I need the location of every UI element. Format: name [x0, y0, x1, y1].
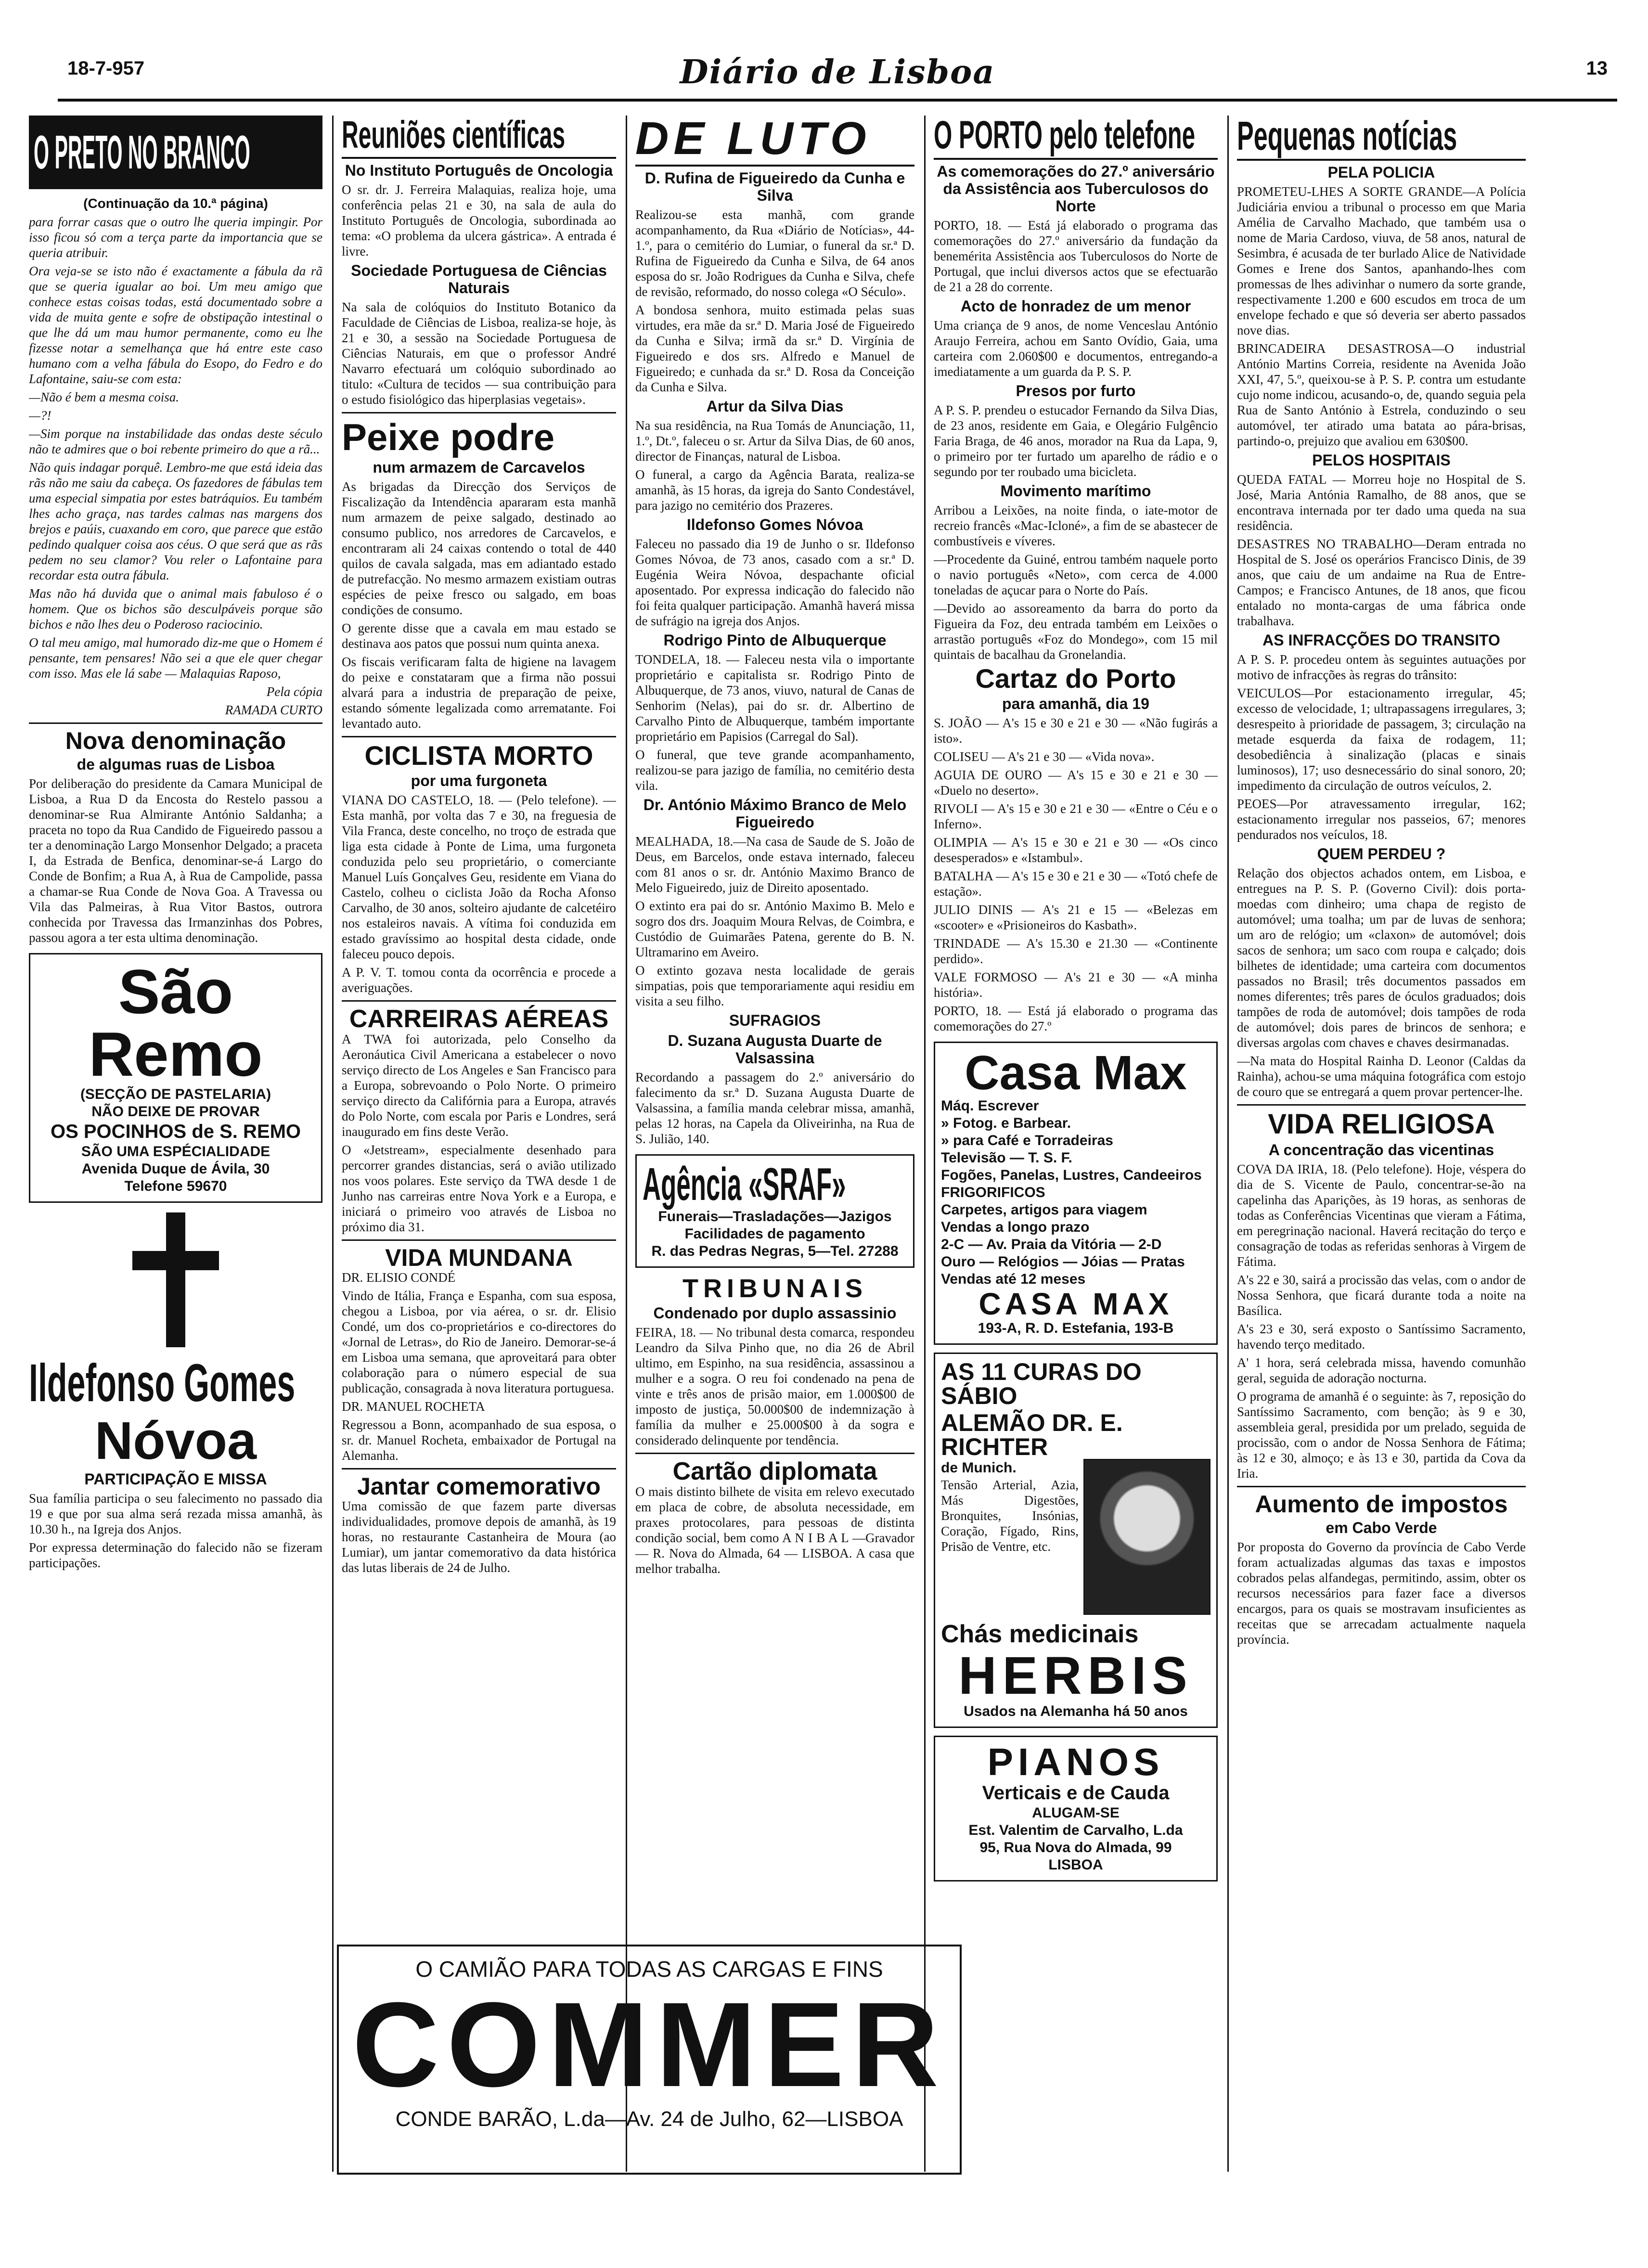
ad-line: OS POCINHOS de S. REMO — [50, 1121, 301, 1142]
casa-max-title-2: CASA MAX — [978, 1287, 1173, 1321]
article-paragraph: Faleceu no passado dia 19 de Junho o sr. Ildefonso Gomes Nóvoa, de 73 anos, casado com a sr.ª D. Eugénia Weira Nóvoa, despachante oficial aposentado. Por expressa indicação do falecido não foi feita qualquer participação. Amanhã haverá missa de sufrágio na igreja dos Anjos. — [635, 537, 914, 628]
pianos-ad — [934, 1736, 1218, 1881]
ad-line: Máq. Escrever — [941, 1098, 1039, 1114]
divider — [342, 412, 616, 413]
cross-icon — [132, 1212, 219, 1347]
article-paragraph: Na sala de colóquios do Instituto Botanico da Faculdade de Ciências de Lisboa, realiza-se hoje, às 21 e 30, a sessão na Sociedade Portuguesa de Ciências Naturais, em que o professor André Navarro efectuará um colóquio subordinado ao titulo: «Cultura de tecidos — sua contribuição para o estudo fisiológico das hiperplasias vegetais». — [342, 300, 616, 407]
ad-line: R. das Pedras Negras, 5—Tel. 27288 — [651, 1243, 899, 1259]
article-paragraph: A bondosa senhora, muito estimada pelas suas virtudes, era mãe da sr.ª D. Maria José de Figueiredo da Cunha e Silva; irmã da sr.ª D. Virgínia de Figueiredo e dos srs. Alfredo e Manuel de Figueiredo; e cunhada da sr.ª D. Rosa da Conceição da Cunha e Silva. — [635, 303, 914, 394]
article-paragraph: Não quis indagar porquê. Lembro-me que está ideia das rãs não me saiu da cabeça. Os fazedores de fábulas tem uma especial simpatia por estes batráquios. Eu também lhes acho graça, nas tardes calmas nas margens dos brejos e paúis, cuaxando em coro, que parece que estão pedindo qualquer coisa aos céus. O que será que as rãs pedem no seu clamor? Vou reler o Lafontaine para recordar esta outra fábula. — [29, 460, 322, 582]
article-paragraph: VIANA DO CASTELO, 18. — (Pelo telefone). — Esta manhã, por volta das 7 e 30, na freguesia de Vila Franca, deste concelho, no troço de estrada que liga esta cidade à Ponte de Lima, uma furgoneta conduzida pelo seu proprietário, o comerciante Manuel Luís Gonçalves Geu, residente em Viana do Castelo, colheu o ciclista João da Rocha Afonso Carvalho, de 30 anos, solteiro ajudante de calcetéiro nos estaleiros navais. A vítima foi conduzida em estado gravíssimo ao hospital desta cidade, onde faleceu pouco depois. — [342, 793, 616, 961]
article-paragraph: MEALHADA, 18.—Na casa de Saude de S. João de Deus, em Barcelos, onde estava internado, faleceu com 81 anos o sr. dr. António Maximo Branco de Melo Figueiredo, juiz de Direito aposentado. — [635, 834, 914, 895]
article-paragraph: Por proposta do Governo da província de Cabo Verde foram actualizadas algumas das taxas e impostos cobrados pelas alfandegas, permitindo, assim, obter os recursos necessários para fazer face a diversos encargos, para os quais se mostravam insuficientes as receitas que se arrecadam actualmente naquela província. — [1237, 1540, 1526, 1647]
cartaz-item: TRINDADE — A's 15.30 e 21.30 — «Continente perdido». — [934, 936, 1218, 966]
article-paragraph: Ora veja-se se isto não é exactamente a fábula da rã que se queria igualar ao boi. Um meu amigo que conhece estas coisas todas, está documentado sobre a vida de muita gente e sofre de obstipação intestinal o que lhe dá um mau humor permanente, como eu lhe fizesse notar a semelhança que há entre este caso humano com a velha fábula do Esopo, do Fedro e do Lafontaine, saiu-se com esta: — [29, 264, 322, 386]
casa-max-ad — [934, 1042, 1218, 1345]
column-5 — [1237, 116, 1526, 2172]
article-paragraph: QUEDA FATAL — Morreu hoje no Hospital de S. José, Maria Antónia Ramalho, de 88 anos, que se encontrava internada por ter dado uma queda na sua residência. — [1237, 472, 1526, 533]
section-subtitle: num armazem de Carcavelos — [373, 459, 585, 476]
section-subtitle: Sociedade Portuguesa de Ciências Naturais — [351, 262, 607, 296]
divider — [1237, 1104, 1526, 1106]
section-subtitle: Artur da Silva Dias — [706, 398, 844, 415]
ad-line: de Munich. — [941, 1460, 1017, 1476]
section-subtitle: No Instituto Português de Oncologia — [345, 162, 613, 179]
masthead — [58, 53, 1617, 96]
ad-line: 2-C — Av. Praia da Vitória — 2-D — [941, 1237, 1162, 1252]
section-subtitle: PELA POLICIA — [1327, 164, 1435, 181]
ad-line: Chás medicinais — [941, 1620, 1139, 1648]
preto-no-branco-banner — [29, 116, 322, 189]
ad-line: ALUGAM-SE — [1032, 1805, 1120, 1821]
article-paragraph: TONDELA, 18. — Faleceu nesta vila o importante proprietário e capitalista sr. Rodrigo Pinto de Albuquerque, de 73 anos, viuvo, natural de Canas de Senhorim (Nelas), pai do sr. dr. Albertino de Carvalho Pinto de Albuquerque, também importante proprietário em Papisios (Carregal do Sal). — [635, 652, 914, 744]
section-subtitle: Dr. António Máximo Branco de Melo Figueiredo — [643, 796, 907, 831]
signature-line: Pela cópia — [266, 684, 322, 699]
section-subtitle: Condenado por duplo assassinio — [653, 1304, 897, 1322]
commer-address: CONDE BARÃO, L.da—Av. 24 de Julho, 62—LISBOA — [395, 2107, 903, 2131]
article-paragraph: para forrar casas que o outro lhe queria impingir. Por isso ficou só com a terça parte da importancia que se queria atribuir. — [29, 215, 322, 260]
ad-line: Fogões, Panelas, Lustres, Candeeiros — [941, 1167, 1202, 1183]
ad-text: Tensão Arterial, Azia, Más Digestões, Bronquites, Insónias, Coração, Fígado, Rins, Prisão de Ventre, etc. — [941, 1478, 1079, 1554]
column-separator — [332, 116, 334, 2172]
section-subtitle: Rodrigo Pinto de Albuquerque — [663, 631, 887, 649]
herbis-headline: ALEMÃO DR. E. RICHTER — [941, 1409, 1123, 1460]
section-subtitle: AS INFRACÇÕES DO TRANSITO — [1262, 631, 1500, 649]
sufragios-title: SUFRAGIOS — [729, 1012, 821, 1029]
divider — [342, 1239, 616, 1241]
obituary-name — [29, 1353, 322, 1413]
vida-mundana-title: VIDA MUNDANA — [385, 1244, 573, 1271]
article-paragraph: O funeral, que teve grande acompanhamento, realizou-se para jazigo de família, no cemitério desta vila. — [635, 747, 914, 793]
headline-text: Reuniões científicas — [342, 116, 566, 156]
article-paragraph: Por deliberação do presidente da Camara Municipal de Lisboa, a Rua D da Encosta do Restelo passou a denominar-se Rua Almirante António Saldanha; a praceta no topo da Rua Candido de Figueiredo passou a ter a denominação Largo Monsenhor Delgado; a praceta I, da Estrada de Benfica, denominar-se-á Largo do Conde de Bonfim; a Rua A, à Rua de Campolide, passa a chamar-se Rua Conde de Nova Goa. A Travessa ou Vila das Palmeiras, à Rua Vitor Bastos, outrora conhecida por Travessa das Irmanzinhas dos Pobres, passou agora a ter esta ultima denominação. — [29, 776, 322, 945]
porto-title — [934, 116, 1218, 160]
article-paragraph: Por expressa determinação do falecido não se fizeram participações. — [29, 1540, 322, 1570]
column-4 — [934, 116, 1218, 2172]
section-subtitle: Ildefonso Gomes Nóvoa — [686, 516, 863, 533]
tribunais-title: TRIBUNAIS — [682, 1274, 867, 1303]
article-paragraph: Na sua residência, na Rua Tomás de Anunciação, 11, 1.º, Dt.º, faleceu o sr. Artur da Silva Dias, de 60 anos, director de Finanças, natural de Lisboa. — [635, 418, 914, 464]
ad-line: Vendas a longo prazo — [941, 1219, 1090, 1235]
section-subtitle: As comemorações do 27.º aniversário da Assistência aos Tuberculosos do Norte — [937, 163, 1215, 215]
ad-line: SÃO UMA ESPÉCIALIDADE — [81, 1144, 270, 1160]
cartaz-item: COLISEU — A's 21 e 30 — «Vida nova». — [934, 749, 1155, 764]
headline-text: O PORTO pelo telefone — [934, 116, 1196, 157]
divider — [635, 1453, 914, 1454]
divider — [342, 1468, 616, 1469]
cartaz-item: AGUIA DE OURO — A's 15 e 30 e 21 e 30 — «Duelo no deserto». — [934, 768, 1218, 798]
ad-line: Vendas até 12 meses — [941, 1271, 1086, 1287]
article-paragraph: PEOES—Por atravessamento irregular, 162; estacionamento irregular nos passeios, 67; menores pendurados nos veículos, 18. — [1237, 797, 1526, 842]
vida-religiosa-title: VIDA RELIGIOSA — [1268, 1108, 1495, 1140]
aumento-title: Aumento de impostos — [1255, 1491, 1508, 1518]
continued-note: (Continuação da 10.ª página) — [83, 196, 268, 211]
article-paragraph: PROMETEU-LHES A SORTE GRANDE—A Polícia Judiciária enviou a tribunal o processo em que Maria Amélia de Carvalho Machado, que também usa o nome de Maria Cardoso, viuva, de 58 anos, natural de Sesimbra, é acusada de ter burlado Alice de Natividade Gomes e Irene dos Santos, apanhando-lhes com promessas de lhes adivinhar o numero da sorte grande, respectivamente 1.200 e 600 escudos em troca de um envelope fechado e que só deveria ser aberto passados nove dias. — [1237, 184, 1526, 337]
cartaz-item: RIVOLI — A's 15 e 30 e 21 e 30 — «Entre o Céu e o Inferno». — [934, 801, 1218, 831]
article-paragraph: O «Jetstream», especialmente desenhado para percorrer grandes distancias, será o avião utilizado nos voos polares. Este serviço da TWA desde 1 de Junho nas carreiras entre Nova York e a Europa, e iniciará o primeiro voo através de Lisboa no próximo dia 31. — [342, 1143, 616, 1234]
article-paragraph: —Na mata do Hospital Rainha D. Leonor (Caldas da Rainha), achou-se uma máquina fotográfica com estojo de couro que se entregará a quem provar pertencer-lhe. — [1237, 1054, 1526, 1099]
article-paragraph: A P. S. P. prendeu o estucador Fernando da Silva Dias, de 23 anos, residente em Gaia, e Olegário Fulgêncio Faria Braga, de 46 anos, morador na Rua da Lapa, 9, o primeiro por ter furtado um aparelho de rádio e o segundo por ter roubado uma bicicleta. — [934, 403, 1218, 479]
column-2 — [342, 116, 616, 2172]
article-paragraph: O gerente disse que a cavala em mau estado se destinava aos patos que possui num quinta anexa. — [342, 621, 616, 651]
cartaz-title: Cartaz do Porto — [975, 663, 1176, 694]
de-luto-title: DE LUTO — [635, 116, 914, 167]
ad-line: Televisão — T. S. F. — [941, 1150, 1072, 1166]
article-paragraph: A P. V. T. tomou conta da ocorrência e procede a averiguações. — [342, 965, 616, 995]
cartaz-item: JULIO DINIS — A's 21 e 15 — «Belezas em «scooter» e «Prisioneiros do Kasbath». — [934, 902, 1218, 932]
commer-ad — [337, 1945, 962, 2175]
pequenas-title — [1237, 116, 1526, 161]
divider — [1237, 1486, 1526, 1487]
article-paragraph: FEIRA, 18. — No tribunal desta comarca, respondeu Leandro da Silva Pinho que, no dia 26 de Abril ultimo, em Espinho, na sua residência, assassinou a mulher e a sogra. O reu foi condenado na pena de vinte e três anos de prisão maior, em 1.000$00 de imposto de justiça, 50.000$00 de indemnização à família da mulher e 25.000$00 à da sogra e considerado delinquente por tendência. — [635, 1325, 914, 1447]
herbis-ad — [934, 1353, 1218, 1728]
herbis-brand: HERBIS — [958, 1646, 1193, 1705]
ciclista-title: CICLISTA MORTO — [364, 740, 593, 771]
section-subtitle: D. Rufina de Figueiredo da Cunha e Silva — [644, 169, 905, 204]
article-paragraph: Relação dos objectos achados ontem, em Lisboa, e entregues na P. S. P. (Governo Civil): dois porta-moedas com dinheiro; uma chapa de registo de automóvel; uma toalha; um par de luvas de senhora; um aro de relógio; um «claxon» de automóvel; dois sacos de senhora; um saco com roupa e calçado; dois bilhetes de identidade; uma carteira com documentos passados no Brasil; três documentos passados em nomes diferentes; três pares de óculos graduados; dois tampões de roda de automóvel; dois tampões de roda de automóvel; dois pares de brincos de senhora; e diversas argolas com chaves e chaves desirmanadas. — [1237, 866, 1526, 1050]
article-paragraph: Arribou a Leixões, na noite finda, o iate-motor de recreio francês «Mac-Icloné», a fim de se abastecer de combustíveis e víveres. — [934, 503, 1218, 548]
ad-line: » Fotog. e Barbear. — [941, 1115, 1071, 1131]
peixe-title: Peixe podre — [342, 416, 555, 458]
section-subtitle: Movimento marítimo — [1000, 482, 1151, 500]
section-subtitle: Acto de honradez de um menor — [960, 297, 1191, 315]
divider — [29, 722, 322, 724]
casa-max-title: Casa Max — [965, 1046, 1187, 1100]
ad-line: Usados na Alemanha há 50 anos — [964, 1703, 1188, 1719]
article-paragraph: Recordando a passagem do 2.º aniversário do falecimento da sr.ª D. Suzana Augusta Duarte de Valsassina, a família manda celebrar missa, amanhã, pelas 12 horas, na Capela da Oliveirinha, na Rua de S. Julião, 140. — [635, 1070, 914, 1146]
section-subtitle: A concentração das vicentinas — [1268, 1141, 1494, 1159]
obituary-subtitle: PARTICIPAÇÃO E MISSA — [84, 1470, 267, 1488]
article-paragraph: Sua família participa o seu falecimento no passado dia 19 e que por sua alma será rezada missa amanhã, às 10.30 h., na Igreja dos Anjos. — [29, 1491, 322, 1536]
nova-denominacao-subtitle: de algumas ruas de Lisboa — [77, 756, 275, 773]
nova-denominacao-title: Nova denominação — [65, 727, 286, 754]
ad-line: Carpetes, artigos para viagem — [941, 1202, 1147, 1218]
section-subtitle: por uma furgoneta — [411, 772, 547, 789]
divider — [342, 736, 616, 737]
divider — [342, 1000, 616, 1002]
headline-text: Pequenas notícias — [1237, 116, 1457, 158]
section-subtitle: Presos por furto — [1016, 382, 1136, 399]
article-paragraph: Uma criança de 9 anos, de nome Venceslau António Araujo Ferreira, achou em Santo Ovídio, Gaia, uma carteira com 2.060$00 e documentos, entregando-a imediatamente a um guarda da P. S. P. — [934, 318, 1218, 379]
ad-line: Funerais—Trasladações—Jazigos — [658, 1209, 892, 1224]
section-subtitle: D. Suzana Augusta Duarte de Valsassina — [668, 1032, 882, 1067]
article-paragraph: A P. S. P. procedeu ontem às seguintes autuações por motivo de infracções às regras do trânsito: — [1237, 652, 1526, 682]
sraf-title — [643, 1161, 907, 1208]
sao-remo-ad — [29, 953, 322, 1203]
section-subtitle: para amanhã, dia 19 — [1002, 695, 1149, 712]
masthead-rule — [58, 99, 1617, 102]
article-paragraph: COVA DA IRIA, 18. (Pelo telefone). Hoje, véspera do dia de S. Vicente de Paulo, concentrar-se-ão na capelinha das Aparições, às 19 horas, as senhoras de todas as Conferências Vicentinas que vieram a Fátima, em peregrinação nacional. Haverá recitação do terço e consagração de todas as referidas senhoras à Virgem de Fátima. — [1237, 1162, 1526, 1269]
article-paragraph: —Não é bem a mesma coisa. — [29, 390, 179, 404]
column-1 — [29, 116, 322, 2172]
article-paragraph: O mais distinto bilhete de visita em relevo executado em placa de cobre, de absoluta necessidade, em praxes protocolares, para pessoas de distinta condição social, bem como A N I B A L —Gravador — R. Nova do Almada, 64 — LISBOA. A casa que melhor trabalha. — [635, 1484, 914, 1576]
ad-line: (SECÇÃO DE PASTELARIA) — [80, 1086, 271, 1102]
jantar-title: Jantar comemorativo — [357, 1473, 601, 1500]
article-paragraph: —?! — [29, 408, 52, 423]
signature-author: RAMADA CURTO — [225, 703, 322, 717]
issue-date: 18-7-957 — [67, 58, 145, 79]
ad-line: » para Café e Torradeiras — [941, 1133, 1113, 1148]
article-paragraph: Regressou a Bonn, acompanhado de sua esposa, o sr. dr. Manuel Rocheta, embaixador de Portugal na Alemanha. — [342, 1418, 616, 1463]
article-paragraph: O extinto gozava nesta localidade de gerais simpatias, pois que temporariamente aqui residiu em visita a seu filho. — [635, 963, 914, 1008]
article-paragraph: O programa de amanhã é o seguinte: às 7, reposição do Santíssimo Sacramento, com benção; às 9 e 30, assembleia geral, presidida por um prelado, seguida de procissão, com o andor de Nossa Senhora de Fátima; às 12 e 30, almoço; e às 13 e 30, partida da Cova da Iria. — [1237, 1389, 1526, 1481]
article-paragraph: PORTO, 18. — Está já elaborado o programa das comemorações do 27.º aniversário da fundação da benemérita Assistência aos Tuberculosos do Norte de Portugal, que inclui diversos actos que se efectuarão de 21 a 28 do corrente. — [934, 218, 1218, 294]
article-paragraph: O extinto era pai do sr. António Maximo B. Melo e sogro dos drs. Joaquim Moura Relvas, de Coimbra, e Custódio de Guimarães Patena, gerente do B. N. Ultramarino em Aveiro. — [635, 899, 914, 959]
article-paragraph: A's 23 e 30, será exposto o Santíssimo Sacramento, havendo terço meditado. — [1237, 1322, 1526, 1352]
article-paragraph: Uma comissão de que fazem parte diversas individualidades, promove depois de amanhã, às 19 horas, no restaurante Castanheira de Moura (ao Lumiar), um jantar comemorativo da data histórica das lutas liberais de 24 de Julho. — [342, 1499, 616, 1575]
commer-tagline: O CAMIÃO PARA TODAS AS CARGAS E FINS — [415, 1957, 883, 1982]
article-paragraph: DESASTRES NO TRABALHO—Deram entrada no Hospital de S. José os operários Francisco Dinis, de 39 anos, que caiu de um andaime na Rua de Entre-Campos; e Francisco Antunes, de 18 anos, que ficou entalado no monta-cargas de uma fábrica onde trabalhava. — [1237, 537, 1526, 628]
pianos-title: PIANOS — [987, 1740, 1164, 1783]
sao-remo-title: São Remo — [89, 956, 263, 1089]
column-separator — [626, 116, 627, 2172]
article-paragraph: BRINCADEIRA DESASTROSA—O industrial António Martins Correia, residente na Avenida João XXI, 47, 5.º, queixou-se à P. S. P. contra um estudante cujo nome indicou, acusando-o, de, quando seguia pela Rua de Santo António à Estrela, conduzindo o seu automóvel, ter atirado uma batata ao pára-brisas, partindo-o, prejuizo que avaliou em 630$00. — [1237, 341, 1526, 448]
article-paragraph: Os fiscais verificaram falta de higiene na lavagem do peixe e constataram que a firma não possui alvará para a industria de preparação de peixe, estando sómente legalizada como arrematante. Foi levantado auto. — [342, 655, 616, 731]
article-paragraph: A TWA foi autorizada, pelo Conselho da Aeronáutica Civil Americana a estabelecer o novo serviço directo de Los Angeles e San Francisco para a Europa, sobrevoando o Polo Norte. O primeiro serviço directo da Califórnia para a Europa, através do Polo Norte, com escala por Paris e Londres, será inaugurado em fins deste Verão. — [342, 1032, 616, 1139]
article-paragraph: As brigadas da Direcção dos Serviços de Fiscalização da Intendência apararam esta manhã num armazem de peixe salgado, destinado ao consumo publico, nos arredores de Carcavelos, e encontraram ali 24 caixas contendo o total de 440 quilos de cavala salgada, mas em adiantado estado de putrefacção. No mesmo armazem existiam outras espécies de peixe fresco ou salgado, em boas condições de consumo. — [342, 479, 616, 617]
newspaper-title: Diário de Lisboa — [680, 53, 995, 91]
commer-brand: COMMER — [352, 1977, 947, 2112]
ad-line: FRIGORIFICOS — [941, 1185, 1045, 1200]
article-paragraph: Realizou-se esta manhã, com grande acompanhamento, da Rua «Diário de Notícias», 44-1.º, para o cemitério do Lumiar, o funeral da sr.ª D. Rufina de Figueiredo da Cunha e Silva, de 64 anos esposa do sr. João Rodrigues da Cunha e Silva, chefe de revisão, reformado, do nosso colega «O Século». — [635, 207, 914, 299]
herbis-headline: AS 11 CURAS DO SÁBIO — [941, 1358, 1142, 1409]
carreiras-title: CARREIRAS AÉREAS — [349, 1005, 609, 1033]
article-paragraph: —Devido ao assoreamento da barra do porto da Figueira da Foz, deu entrada também em Leixões o arrastão português «Foz do Mondego», com 15 mil quintais de bacalhau da Gronelandia. — [934, 601, 1218, 662]
ad-line: 95, Rua Nova do Almada, 99 — [979, 1840, 1172, 1856]
ad-line: LISBOA — [1048, 1857, 1103, 1873]
article-paragraph: O sr. dr. J. Ferreira Malaquias, realiza hoje, uma conferência pelas 21 e 30, na sala de aula do Instituto Português de Oncologia, subordinada ao tema: «O problema da ulcera gástrica». A entrada é livre. — [342, 182, 616, 258]
section-subtitle: em Cabo Verde — [1326, 1519, 1437, 1536]
obituary-name-line: Ildefonso Gomes — [29, 1353, 296, 1413]
cartaz-item: PORTO, 18. — Está já elaborado o programa das comemorações do 27.º — [934, 1004, 1218, 1033]
ad-line: 193-A, R. D. Estefania, 193-B — [978, 1320, 1174, 1336]
ad-line: Avenida Duque de Ávila, 30 — [81, 1161, 270, 1177]
article-paragraph: Vindo de Itália, França e Espanha, com sua esposa, chegou a Lisboa, por via aérea, o sr. dr. Elisio Condé, um dos co-proprietários e co-directores do «Jornal de Letras», do Rio de Janeiro. Demorar-se-á em Lisboa uma semana, que aproveitará para obter colaboração para o número especial de sua publicação, consagrada à nova literatura portuguesa. — [342, 1289, 616, 1395]
column-3 — [635, 116, 914, 2172]
cartao-title: Cartão diplomata — [672, 1457, 877, 1485]
section-subtitle: QUEM PERDEU ? — [1317, 845, 1446, 863]
cartaz-item: OLIMPIA — A's 15 e 30 e 21 e 30 — «Os cinco desesperados» e «Istambul». — [934, 835, 1218, 865]
article-paragraph: DR. ELISIO CONDÉ — [342, 1270, 456, 1285]
cartaz-item: BATALHA — A's 15 e 30 e 21 e 30 — «Totó chefe de estação». — [934, 869, 1218, 899]
article-paragraph: A's 22 e 30, sairá a procissão das velas, com o andor de Nossa Senhora, que ficará durante toda a noite na Basílica. — [1237, 1273, 1526, 1318]
ad-line: Verticais e de Cauda — [982, 1782, 1170, 1804]
ad-line: Facilidades de pagamento — [684, 1226, 865, 1242]
ad-line: NÃO DEIXE DE PROVAR — [91, 1104, 260, 1120]
page-number: 13 — [1586, 58, 1608, 79]
sraf-ad — [635, 1154, 914, 1268]
article-paragraph: VEICULOS—Por estacionamento irregular, 45; excesso de velocidade, 1; ultrapassagens irregulares, 3; desrespeito à prioridade de passagem, 3; circulação na metade esquerda da faixa de rodagem, 11; desobediência à sinalização (placas e sinais luminosos), 17; uso desnecessário do sinal sonoro, 20; impedimento da circulação de outros veículos, 2. — [1237, 686, 1526, 793]
cartaz-item: VALE FORMOSO — A's 21 e 30 — «A minha história». — [934, 970, 1218, 1000]
article-paragraph: —Sim porque na instabilidade das ondas deste século não te admires que o boi rebente primeiro do que a rã... — [29, 426, 322, 456]
ad-line: Est. Valentim de Carvalho, L.da — [968, 1822, 1183, 1838]
column-separator — [1227, 116, 1229, 2172]
article-paragraph: —Procedente da Guiné, entrou também naquele porto o navio português «Neto», com cerca de 4.000 toneladas de açucar para o Norte do País. — [934, 552, 1218, 597]
sraf-title-text: Agência «SRAF» — [643, 1159, 846, 1210]
obituary-name — [29, 1411, 322, 1470]
article-paragraph: Mas não há duvida que o animal mais fabuloso é o homem. Que os bichos são desculpáveis porque são bichos e não lhes deu o Poderoso raciocinio. — [29, 586, 322, 631]
obituary-name-line: Nóvoa — [94, 1411, 257, 1470]
reunioes-title — [342, 116, 616, 159]
banner-title: O PRETO NO BRANCO — [34, 126, 250, 179]
cartaz-item: S. JOÃO — A's 15 e 30 e 21 e 30 — «Não fugirás a isto». — [934, 716, 1218, 746]
ad-line: Telefone 59670 — [124, 1178, 227, 1194]
article-paragraph: O tal meu amigo, mal humorado diz-me que o Homem é pensante, tem pensares! Não sei a que ele quer chegar com isso. Mas ele lá sabe — Malaquias Raposo, — [29, 635, 322, 681]
article-paragraph: O funeral, a cargo da Agência Barata, realiza-se amanhã, às 15 horas, da igreja do Santo Condestável, para jazigo no cemitério dos Prazeres. — [635, 467, 914, 513]
section-subtitle: PELOS HOSPITAIS — [1312, 451, 1451, 469]
ad-line: Ouro — Relógios — Jóias — Pratas — [941, 1254, 1185, 1270]
doctor-portrait-icon — [1083, 1459, 1210, 1615]
article-paragraph: DR. MANUEL ROCHETA — [342, 1399, 485, 1414]
column-separator — [924, 116, 926, 2172]
article-paragraph: A' 1 hora, será celebrada missa, havendo comunhão geral, seguida de adoração nocturna. — [1237, 1355, 1526, 1385]
